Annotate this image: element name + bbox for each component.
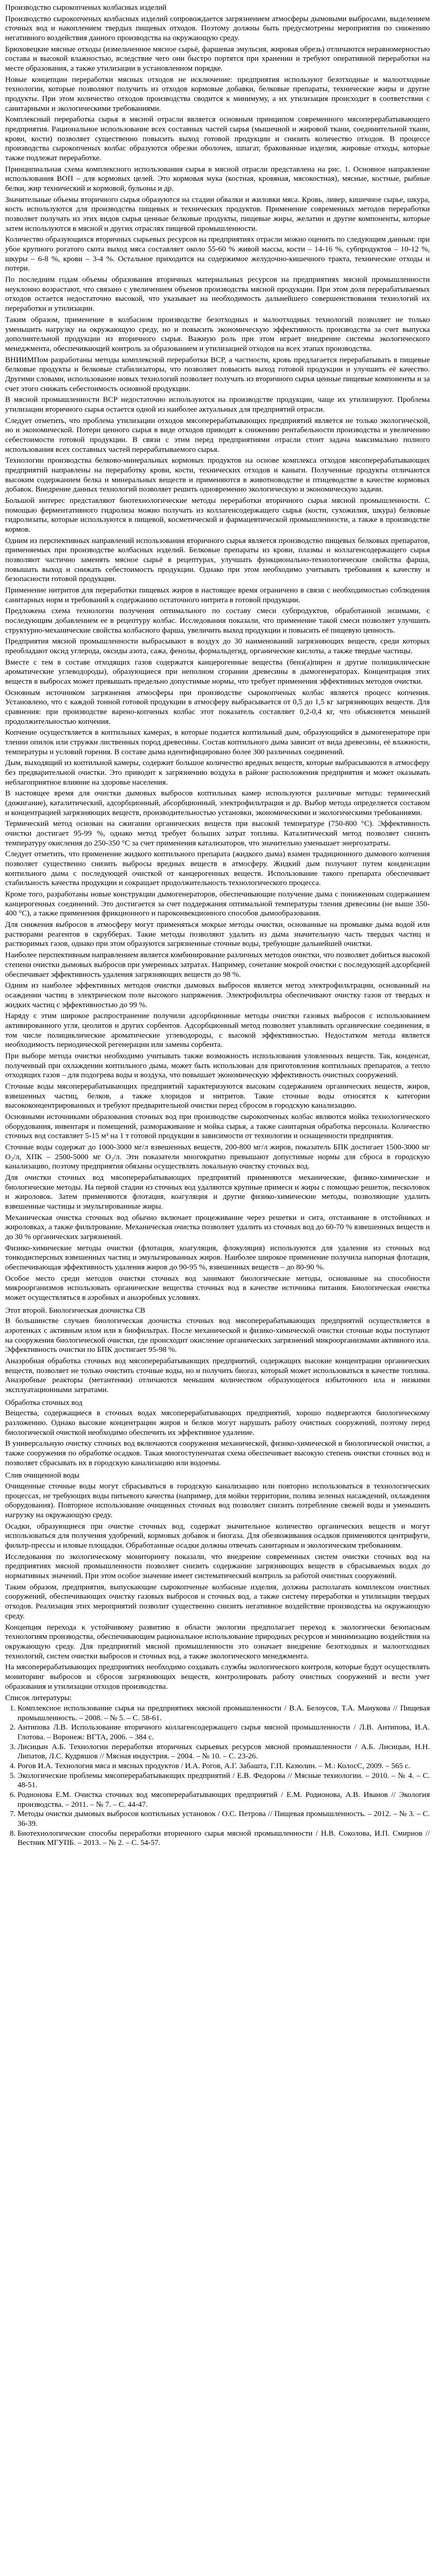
references-heading: Список литературы: [5,1694,72,1703]
paragraph: По последним годам объемы образования вторичных материальных ресурсов на предприятиях мясной промышленности неуклонно возрастают, что связано с увеличением объемов производства мясной продукции. При этом доля перерабатываемых отходов остается недостаточно высокой, что указывает на необходимость дальнейшего совершенствования технологий их переработки и утилизации. [5,276,430,313]
paragraph: Предложена схема технологии получения оптимального по составу смеси субпродуктов, обработанной энзимами, с последующим добавлением ее в рецептуру колбас. Исследования показали, что применение такой смеси позволяет улучшить структурно-механические свойства колбасного фарша, увеличить выход продукции и повысить её пищевую ценность. [5,607,430,635]
reference-item: 7. Методы очистки дымовых выбросов коптильных установок / О.С. Петрова // Пищевая промышленность. – 2012. – № 3. – С. 36-39. [18,1809,430,1828]
paragraph: Принципиальная схема комплексного использования сырья в мясной отрасли представлена на рис. 1. Основное направление использования ВОП – для кормовых целей. Это кормовая мука (костная, кровяная, мясокостная), мясные, костные, рыбные белки, жир технический и кормовой, бульоны и др. [5,165,430,193]
paragraph: Основным источником загрязнения атмосферы при производстве сырокопченых колбас является процесс копчения. Установлено, что с каждой тонной готовой продукции в атмосферу выбрасывается от 0,5 до 1,5 кг загрязняющих веществ. Для сравнения: при производстве варено-копченых колбас этот показатель составляет 0,2-0,4 кг, что объясняется меньшей продолжительностью копчения. [5,688,430,726]
paragraph: Концепция перехода к устойчивому развитию в области экологии предполагает переход к экологически безопасным технологиям производства, обеспечивающим рациональное использование природных ресурсов и минимизацию воздействия на окружающую среду. Для предприятий мясной промышленности это означает внедрение безотходных и малоотходных технологий, систем очистки выбросов и сточных вод, а также экологического менеджмента. [5,1623,430,1660]
paragraph: Термический метод основан на сжигании органических веществ при высокой температуре (750-800 °С). Эффективность очистки достигает 95-99 %, однако метод требует больших затрат топлива. Каталитический метод позволяет снизить температуру окисления до 250-350 °С за счет применения катализаторов, что значительно уменьшает энергозатраты. [5,820,430,848]
section-heading: Обработка сточных вод [5,1398,83,1407]
paragraph: Одним из наиболее эффективных методов очистки дымовых выбросов является метод электрофильтрации, основанный на осаждении частиц в электрическом поле высокого напряжения. Электрофильтры обеспечивают очистку газов от твердых и жидких частиц с эффективностью до 99 %. [5,981,430,1009]
paragraph: Сточные воды содержат до 1000-3000 мг/л взвешенных веществ, 200-800 мг/л жиров, показатель БПК достигает 1500-3000 мг О₂/л, ХПК – 2500-5000 мг О₂/л. Эти показатели многократно превышают допустимые нормы для сброса в городскую канализацию, поэтому предприятия обязаны осуществлять локальную очистку сточных вод. [5,1143,430,1171]
paragraph: Основными источниками образования сточных вод при производстве сырокопченых колбас являются мойка технологического оборудования, инвентаря и помещений, размораживание и мойка сырья, а также санитарная обработка персонала. Количество сточных вод составляет 5-15 м³ на 1 т готовой продукции в зависимости от технологии и оснащенности предприятия. [5,1112,430,1141]
paragraph: Предприятия мясной промышленности выбрасывают в воздух до 30 наименований загрязняющих веществ, среди которых преобладают оксид углерода, оксиды азота, сажа, фенолы, формальдегид, органические кислоты, а также твердые частицы. [5,637,430,655]
paragraph: В универсальную очистку сточных вод включаются сооружения механической, физико-химической и биологической очистки, а также сооружения по обработке осадков. Такая многоступенчатая схема обеспечивает высокую степень очистки сточных вод и позволяет сбрасывать их в городскую канализацию или водоемы. [5,1439,430,1467]
paragraph: Анаэробная обработка сточных вод мясоперерабатывающих предприятий, содержащих высокие концентрации органических веществ, позволяет не только очистить сточные воды, но и получить биогаз, который может использоваться в качестве топлива. Анаэробные реакторы (метантенки) отличаются меньшим количеством образующегося избыточного ила и низкими эксплуатационными затратами. [5,1357,430,1395]
reference-item: 1. Комплексное использование сырья на предприятиях мясной промышленности / В.А. Белоусов, Т.А. Манукова // Пищевая промышленность. – 2008. – № 5. – С. 58-61. [18,1704,430,1723]
paragraph: В настоящее время для очистки дымовых выбросов коптильных камер используются различные методы: термический (дожигание), каталитический, адсорбционный, абсорбционный, электрофильтрация и др. Выбор метода определяется составом и концентрацией загрязняющих веществ, производительностью установки, экономическими и экологическими требованиями. [5,789,430,817]
paragraph: Особое место среди методов очистки сточных вод занимают биологические методы, основанные на способности микроорганизмов использовать органические вещества сточных вод в качестве источника питания. Биологическая очистка может осуществляться в аэробных и анаэробных условиях. [5,1274,430,1302]
paragraph: Вещества, содержащиеся в сточных водах мясоперерабатывающих предприятий, хорошо подвергаются биологическому разложению. Однако высокие концентрации жиров и белков могут нарушать работу очистных сооружений, поэтому перед биологической очисткой необходимо обеспечить их эффективное удаление. [5,1409,430,1437]
paragraph: Технологии производства белково-минеральных кормовых продуктов на основе комплекса отходов мясоперерабатывающих предприятий направлены на переработку крови, кости, технических отходов и каныги. Полученные продукты отличаются высоким содержанием белка и минеральных веществ и применяются в животноводстве и птицеводстве в качестве кормовых добавок. Внедрение данных технологий позволяет решить одновременно экологическую и экономическую задачи. [5,456,430,494]
paragraph: Брюховецкие мясные отходы (измельченное мясное сырьё, фаршевая эмульсия, жировая обрезь) отличаются неравномерностью состава и высокой влажностью, вследствие чего они быстро портятся при хранении и требуют оперативной переработки на месте образования, а также утилизации в установленном порядке. [5,45,430,73]
paragraph: Для очистки сточных вод мясоперерабатывающих предприятий применяются механические, физико-химические и биологические методы. На первой стадии из сточных вод удаляются крупные примеси и жиры с помощью решеток, песколовок и жироловок. Затем применяются флотация, коагуляция и другие физико-химические методы, позволяющие удалить взвешенные частицы и эмульгированные жиры. [5,1173,430,1211]
paragraph: Кроме того, разработаны новые конструкции дымогенераторов, обеспечивающие получение дыма с пониженным содержанием канцерогенных соединений. Это достигается за счет поддержания оптимальной температуры тления древесины (не выше 350-400 °С), а также применения фрикционного и пароконвекционного способов дымообразования. [5,890,430,918]
paragraph: Одним из перспективных направлений использования вторичного сырья является производство пищевых белковых препаратов, применяемых при производстве колбасных изделий. Белковые препараты из крови, плазмы и коллагенсодержащего сырья позволяют частично заменять мясное сырьё в рецептурах, улучшать функционально-технологические свойства фарша, повышать выход и снижать себестоимость продукции. Однако при этом необходимо учитывать требования к качеству и безопасности готовой продукции. [5,536,430,584]
document-body [5,14,430,1692]
paragraph: Механическая очистка сточных вод обычно включает процеживание через решетки и сита, отстаивание в отстойниках и жироловках, а также фильтрование. Механическая очистка позволяет удалить из сточных вод до 60-70 % взвешенных веществ и до 30 % органических загрязнений. [5,1213,430,1241]
paragraph: На мясоперерабатывающих предприятиях необходимо создавать службы экологического контроля, которые будут осуществлять мониторинг выбросов и сбросов загрязняющих веществ, контролировать работу очистных сооружений и вести учет образования и утилизации отходов производства. [5,1663,430,1691]
section-heading: Этот второй. Биологическая доочистка СВ [5,1306,146,1315]
paragraph: Применение нитритов для переработки пищевых жиров в настоящее время ограничено в связи с необходимостью соблюдения санитарных норм и требований к содержанию остаточного нитрита в готовой продукции. [5,586,430,604]
reference-item: 5. Экологические проблемы мясоперерабатывающих предприятий / Е.В. Федорова // Мясные технологии. – 2010. – № 4. – С. 48-51. [18,1771,430,1790]
document-title: Производство сырокопченых колбасных изделий [5,4,167,12]
paragraph: Вместе с тем в составе отходящих газов содержатся канцерогенные вещества (бенз(а)пирен и другие полициклические ароматические углеводороды), образующиеся при неполном сгорании древесины в дымогенераторах. Концентрация этих веществ в выбросах может превышать предельно допустимые нормы, что требует применения эффективных методов очистки. [5,658,430,686]
paragraph: Следует отметить, что проблема утилизации отходов мясоперерабатывающих предприятий является не только экологической, но и экономической. Потери ценного сырья в виде отходов приводят к снижению рентабельности производства и увеличению себестоимости готовой продукции. В связи с этим перед предприятиями отрасли стоит задача максимально полного использования всех составных частей перерабатываемого сырья. [5,416,430,454]
paragraph: Комплексный переработка сырья в мясной отрасли является основным принципом современного мясоперерабатывающего предприятия. Рациональное использование всех составных частей сырья (мышечной и жировой ткани, соединительной ткани, крови, кости) позволяет существенно повысить выход готовой продукции и снизить количество отходов. В процессе производства сырокопченых колбас образуются обрезки оболочек, шпагат, бракованные изделия, жировые отходы, которые также подлежат переработке. [5,115,430,163]
reference-item: 2. Антипова Л.В. Использование вторичного коллагенсодержащего сырья мясной промышленности / Л.В. Антипова, И.А. Глотова. – Воронеж: ВГТА, 2006. – 384 с. [18,1723,430,1742]
paragraph: Очищенные сточные воды могут сбрасываться в городскую канализацию или повторно использоваться в технологических процессах, не требующих воды питьевого качества (например, для мойки территории, полива зеленых насаждений, охлаждения оборудования). Повторное использование очищенных сточных вод позволяет снизить потребление свежей воды и уменьшить нагрузку на окружающую среду. [5,1482,430,1520]
paragraph: Физико-химические методы очистки (флотация, коагуляция, флокуляция) используются для удаления из сточных вод тонкодисперсных взвешенных частиц и эмульгированных жиров. Наиболее широкое применение получила напорная флотация, обеспечивающая эффективность удаления жиров до 90-95 %, взвешенных веществ – до 80-90 %. [5,1244,430,1272]
paragraph: Исследования по экологическому мониторингу показали, что внедрение современных систем очистки сточных вод на предприятиях мясной промышленности позволяет снизить содержание загрязняющих веществ в сбрасываемых водах до нормативных значений. При этом особое значение имеет систематический контроль за работой очистных сооружений. [5,1552,430,1581]
paragraph: При выборе метода очистки необходимо учитывать также возможность использования уловленных веществ. Так, конденсат, полученный при охлаждении коптильного дыма, может быть использован для приготовления коптильных препаратов, а тепло отходящих газов – для подогрева воды и воздуха, что повышает экономическую эффективность очистных сооружений. [5,1052,430,1080]
section-heading: Слив очищенной воды [5,1471,80,1480]
reference-item: 6. Родионова Е.М. Очистка сточных вод мясоперерабатывающих предприятий / Е.М. Родионова, А.В. Иванов // Экология производства. – 2011. – № 7. – С. 44-47. [18,1790,430,1809]
paragraph: Производство сырокопченых колбасных изделий сопровождается загрязнением атмосферы дымовыми выбросами, выделением сточных вод и накоплением твердых пищевых отходов. Поэтому должны быть предусмотрены мероприятия по снижению негативного воздействия данного производства на окружающую среду. [5,14,430,43]
reference-item: 8. Биотехнологические способы переработки вторичного сырья мясной промышленности / Н.В. Соколова, И.П. Смирнов // Вестник МГУПБ. – 2013. – № 2. – С. 54-57. [18,1829,430,1848]
paragraph: Количество образующихся вторичных сырьевых ресурсов на предприятиях отрасли можно оценить по следующим данным: при убое крупного рогатого скота выход мяса составляет около 55-60 % живой массы, кости – 14-16 %, субпродуктов – 10-12 %, шкуры – 6-8 %, крови – 3-4 %. Остальное приходится на содержимое желудочно-кишечного тракта, технические отходы и потери. [5,235,430,273]
paragraph: Следует отметить, что применение жидкого коптильного препарата (жидкого дыма) взамен традиционного дымового копчения позволяет существенно снизить выбросы вредных веществ в атмосферу. Жидкий дым получают путем конденсации коптильного дыма с последующей очисткой от канцерогенных веществ. Использование такого препарата обеспечивает стабильность качества продукции и сокращает продолжительность технологического процесса. [5,850,430,888]
references-list [5,1704,430,1848]
paragraph: Дым, выходящий из коптильной камеры, содержит большое количество вредных веществ, которые выбрасываются в атмосферу без предварительной очистки. Это приводит к загрязнению воздуха в районе расположения предприятия и может оказывать неблагоприятное влияние на здоровье населения. [5,759,430,787]
paragraph: Наиболее перспективным направлением является комбинирование различных методов очистки, что позволяет добиться высокой степени очистки дымовых выбросов при умеренных затратах. Например, сочетание мокрой очистки с последующей адсорбцией обеспечивает эффективность удаления загрязняющих веществ до 98 %. [5,951,430,979]
paragraph: Новые концепции переработки мясных отходов не исключение: предприятия используют безотходные и малоотходные технологии, которые позволяют получить из отходов кормовые добавки, белковые препараты, технические жиры и другие продукты. При этом количество отходов производства сводится к минимуму, а их утилизация происходит в соответствии с санитарными и экологическими требованиями. [5,75,430,113]
paragraph: Большой интерес представляют биотехнологические методы переработки вторичного сырья мясной промышленности. С помощью ферментативного гидролиза можно получать из коллагенсодержащего сырья (кости, сухожилия, шкура) белковые гидролизаты, которые используются в пищевой, косметической и фармацевтической промышленности, а также в производстве кормов. [5,496,430,534]
paragraph: Наряду с этим широкое распространение получили адсорбционные методы очистки газовых выбросов с использованием активированного угля, цеолитов и других сорбентов. Адсорбционный метод позволяет улавливать органические соединения, в том числе полициклические ароматические углеводороды, с высокой эффективностью. Недостатком метода является необходимость периодической регенерации или замены сорбента. [5,1012,430,1049]
paragraph: ВНИИМПом разработаны методы комплексной переработки ВСР, а частности, кровь предлагается перерабатывать в пищевые белковые продукты и белковые стабилизаторы, что позволяет повысить выход готовой продукции и улучшить её качество. Другими словами, использование новых технологий позволяет получать из вторичного сырья ценные пищевые компоненты и за счет этого снижать себестоимость основной продукции. [5,355,430,393]
paragraph: Сточные воды мясоперерабатывающих предприятий характеризуются высоким содержанием органических веществ, жиров, взвешенных частиц, белков, а также хлоридов и нитритов. Такие сточные воды относятся к категории высококонцентрированных и требуют предварительной очистки перед сбросом в городскую канализацию. [5,1082,430,1110]
reference-item: 4. Рогов И.А. Технология мяса и мясных продуктов / И.А. Рогов, А.Г. Забашта, Г.П. Казюлин. – М.: КолосС, 2009. – 565 с. [18,1761,430,1771]
paragraph: В большинстве случаев биологическая доочистка сточных вод мясоперерабатывающих предприятий осуществляется в аэротенках с активным илом или в биофильтрах. После механической и физико-химической очистки сточные воды поступают на сооружения биологической очистки, где происходит окисление органических загрязнений микроорганизмами активного ила. Эффективность очистки по БПК достигает 95-98 %. [5,1317,430,1354]
paragraph: Осадки, образующиеся при очистке сточных вод, содержат значительное количество органических веществ и могут использоваться для получения удобрений, кормовых добавок и биогаза. Для обезвоживания осадков применяются центрифуги, фильтр-прессы и иловые площадки. Обработанные осадки должны отвечать санитарным и экологическим требованиям. [5,1522,430,1550]
paragraph: В мясной промышленности ВСР недостаточно используются на производстве продукции, чаще их утилизируют. Проблема утилизации вторичного сырья остается одной из наиболее актуальных для предприятий отрасли. [5,396,430,414]
paragraph: Для снижения выбросов в атмосферу могут применяться мокрые методы очистки, основанные на промывке дыма водой или растворами реагентов в скрубберах. Такие методы позволяют удалить из дыма значительную часть твердых частиц и растворимых газов, однако при этом образуются загрязненные сточные воды, требующие дальнейшей очистки. [5,921,430,948]
paragraph: Значительные объемы вторичного сырья образуются на стадии обвалки и жиловки мяса. Кровь, ливер, кишечное сырье, шкура, кость используются для производства пищевых и технических продуктов. Применение современных методов переработки позволяет получать из этих видов сырья ценные белковые продукты, пищевые жиры, желатин и другие компоненты, которые затем используются в мясной и других отраслях пищевой промышленности. [5,195,430,233]
paragraph: Копчение осуществляется в коптильных камерах, в которые подается коптильный дым, образующийся в дымогенераторе при тлении опилок или стружки лиственных пород древесины. Состав коптильного дыма зависит от вида древесины, её влажности, температуры и условий горения. В составе дыма идентифицировано более 300 различных соединений. [5,728,430,756]
paragraph: Таким образом, применение в колбасном производстве безотходных и малоотходных технологий позволяет не только уменьшить нагрузку на окружающую среду, но и повысить экономическую эффективность производства за счет выпуска дополнительной продукции из вторичного сырья. Важную роль при этом играет внедрение системы экологического менеджмента, обеспечивающей контроль за образованием и утилизацией отходов на всех этапах производства. [5,315,430,353]
paragraph: Таким образом, предприятия, выпускающие сырокопченые колбасные изделия, должны располагать комплексом очистных сооружений, обеспечивающих очистку газовых выбросов и сточных вод, а также систему переработки и утилизации твердых отходов. Реализация этих мероприятий позволит существенно снизить негативное воздействие производства на окружающую среду. [5,1583,430,1620]
reference-item: 3. Лисицын А.Б. Технологии переработки вторичных сырьевых ресурсов мясной промышленности / А.Б. Лисицын, Н.Н. Липатов, Л.С. Кудряшов // Мясная индустрия. – 2004. – № 10. – С. 23-26. [18,1742,430,1761]
